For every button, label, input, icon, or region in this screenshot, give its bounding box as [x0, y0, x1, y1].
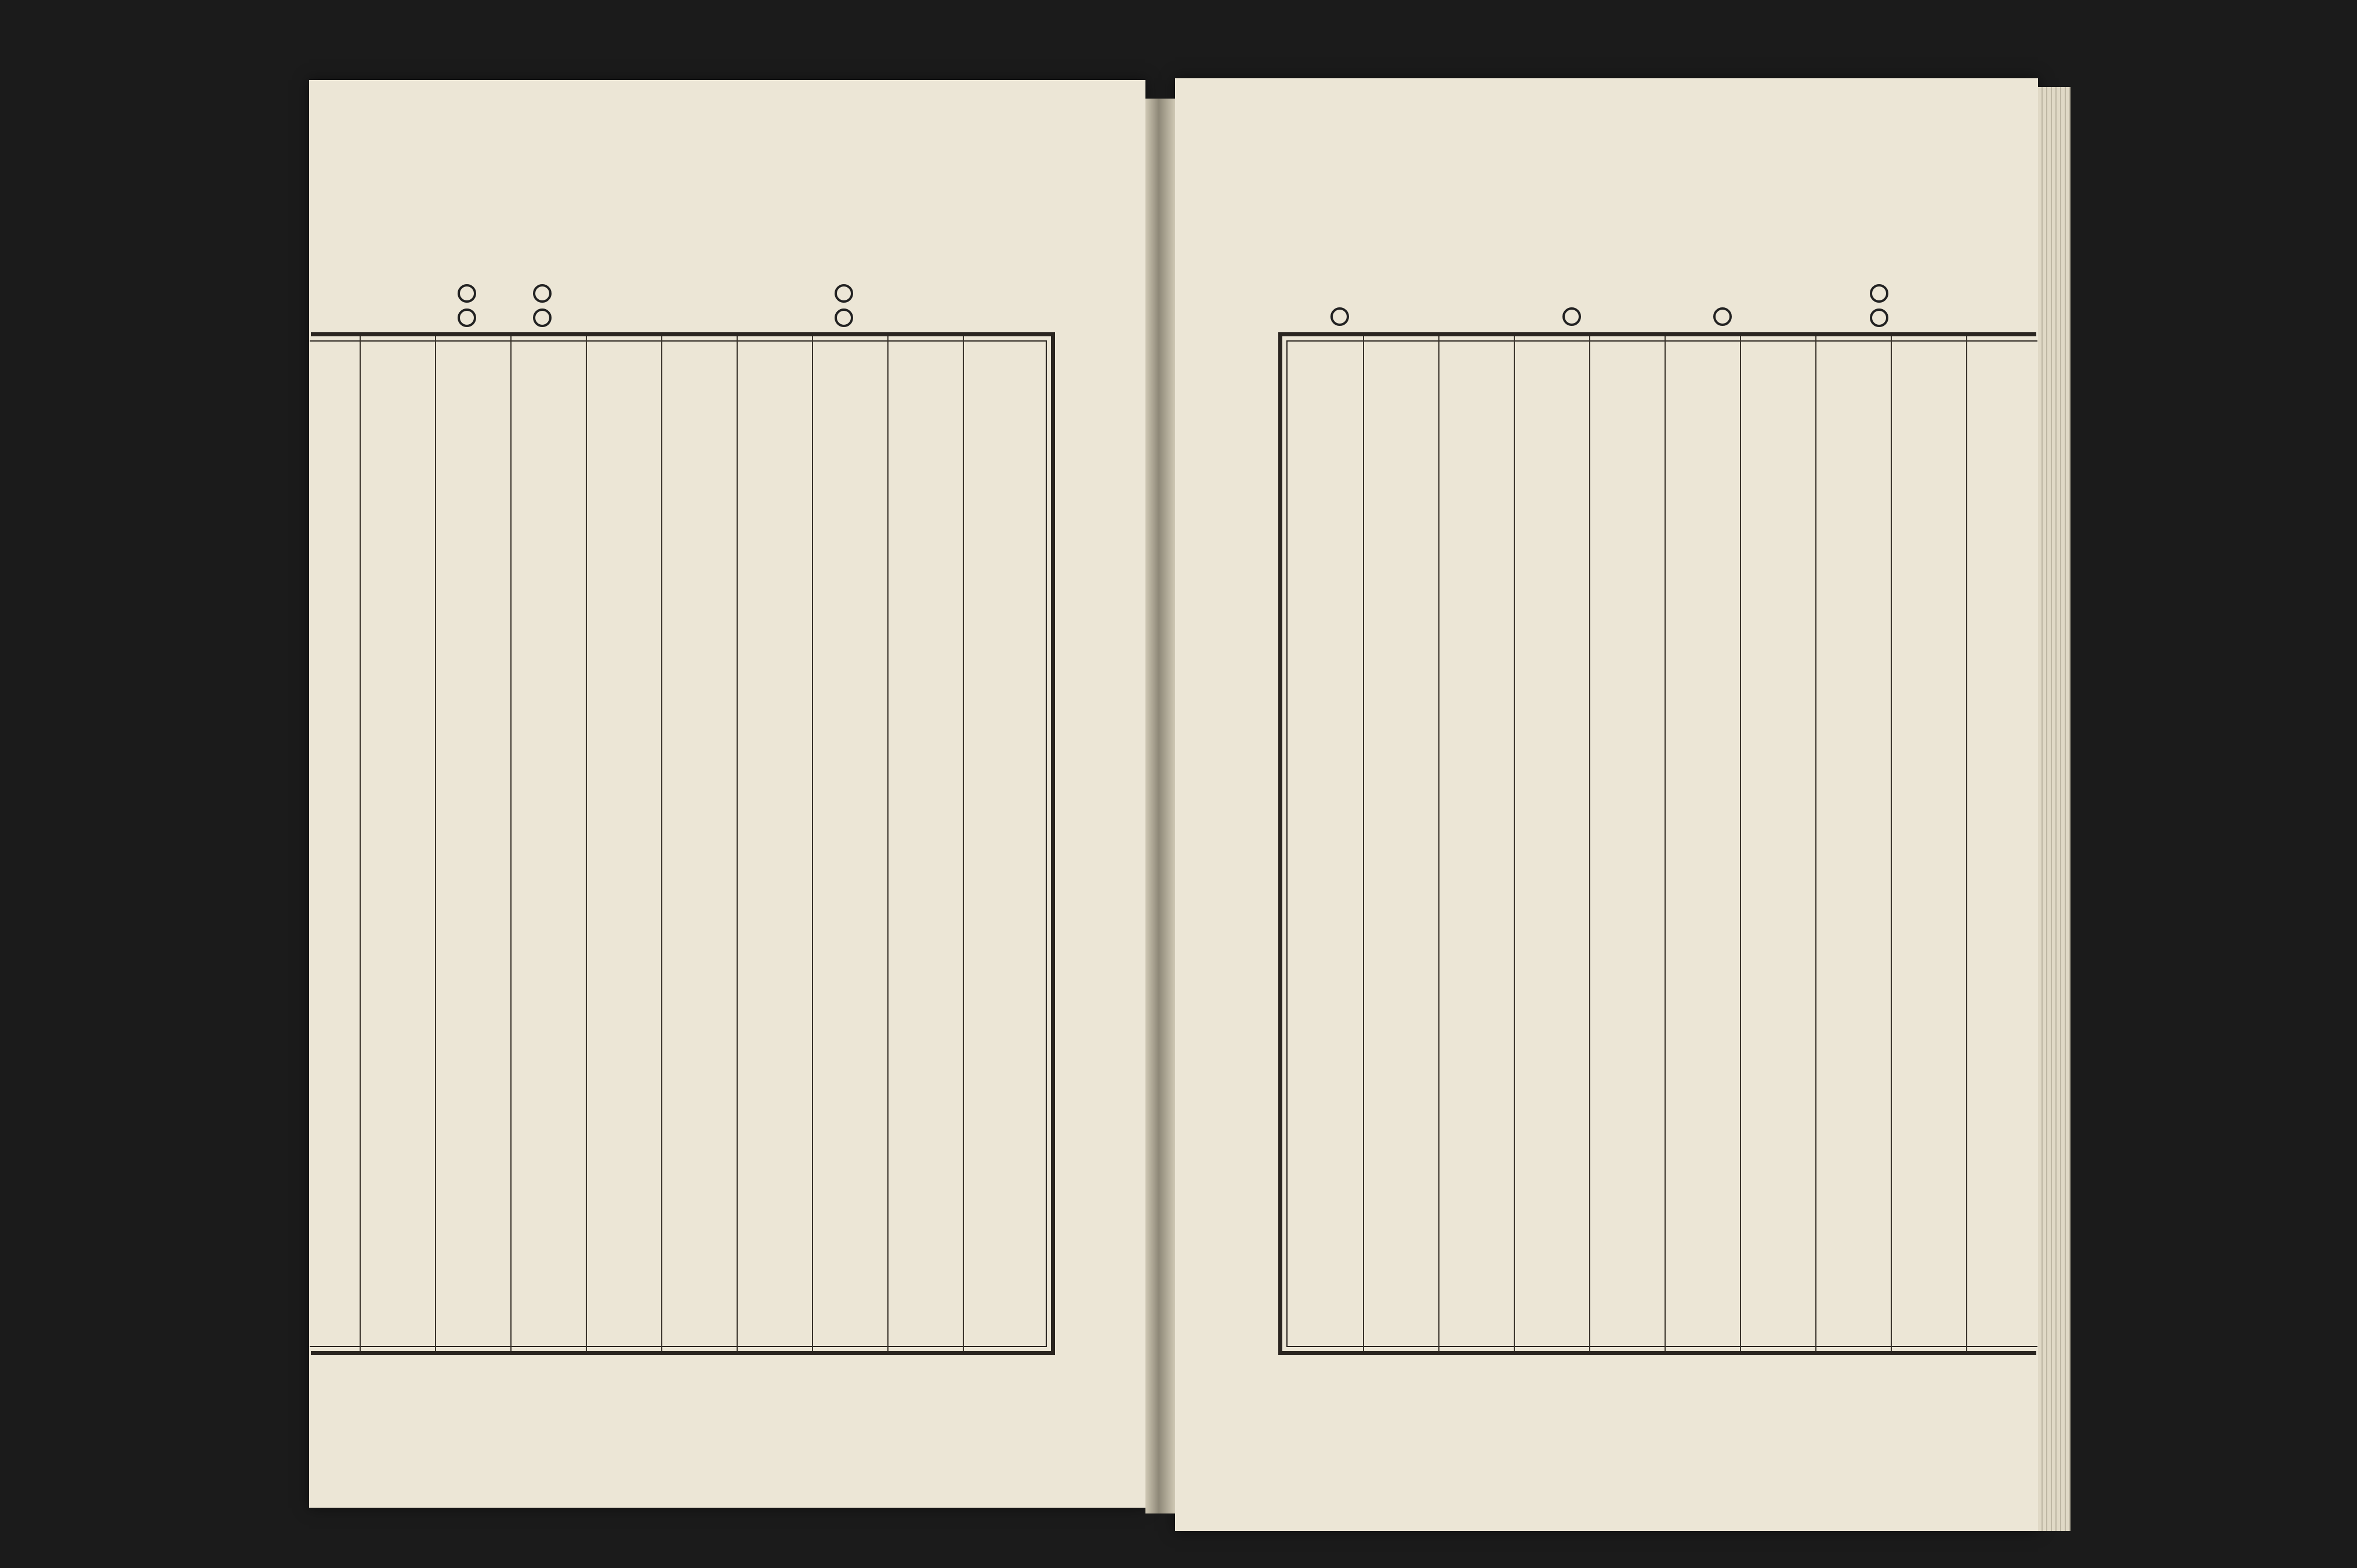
column-rule: [1891, 336, 1892, 1351]
circle-marks-icon: [1868, 284, 1891, 331]
column-rule: [435, 336, 436, 1351]
column-rule: [812, 336, 813, 1351]
book-gutter: [1145, 99, 1175, 1513]
column-rule: [1514, 336, 1515, 1351]
column-rule: [1815, 336, 1816, 1351]
column-rule: [1665, 336, 1666, 1351]
circle-mark-icon: [1328, 307, 1351, 354]
column-rule: [1438, 336, 1439, 1351]
column-rule: [1966, 336, 1967, 1351]
circle-marks-icon: [531, 284, 554, 331]
circle-marks-icon: [455, 284, 478, 331]
circle-mark-icon: [1711, 307, 1734, 354]
column-rule: [360, 336, 361, 1351]
column-rule: [737, 336, 738, 1351]
column-rule: [963, 336, 964, 1351]
right-text-frame: [1278, 332, 2036, 1355]
page-edges: [2038, 87, 2070, 1531]
column-rule: [1363, 336, 1364, 1351]
circle-mark-icon: [1560, 307, 1583, 354]
column-rule: [887, 336, 889, 1351]
column-rule: [586, 336, 587, 1351]
column-rule: [510, 336, 512, 1351]
column-rule: [661, 336, 662, 1351]
column-rule: [1589, 336, 1590, 1351]
circle-marks-icon: [832, 284, 855, 331]
column-rule: [1740, 336, 1741, 1351]
left-text-frame: [311, 332, 1055, 1355]
